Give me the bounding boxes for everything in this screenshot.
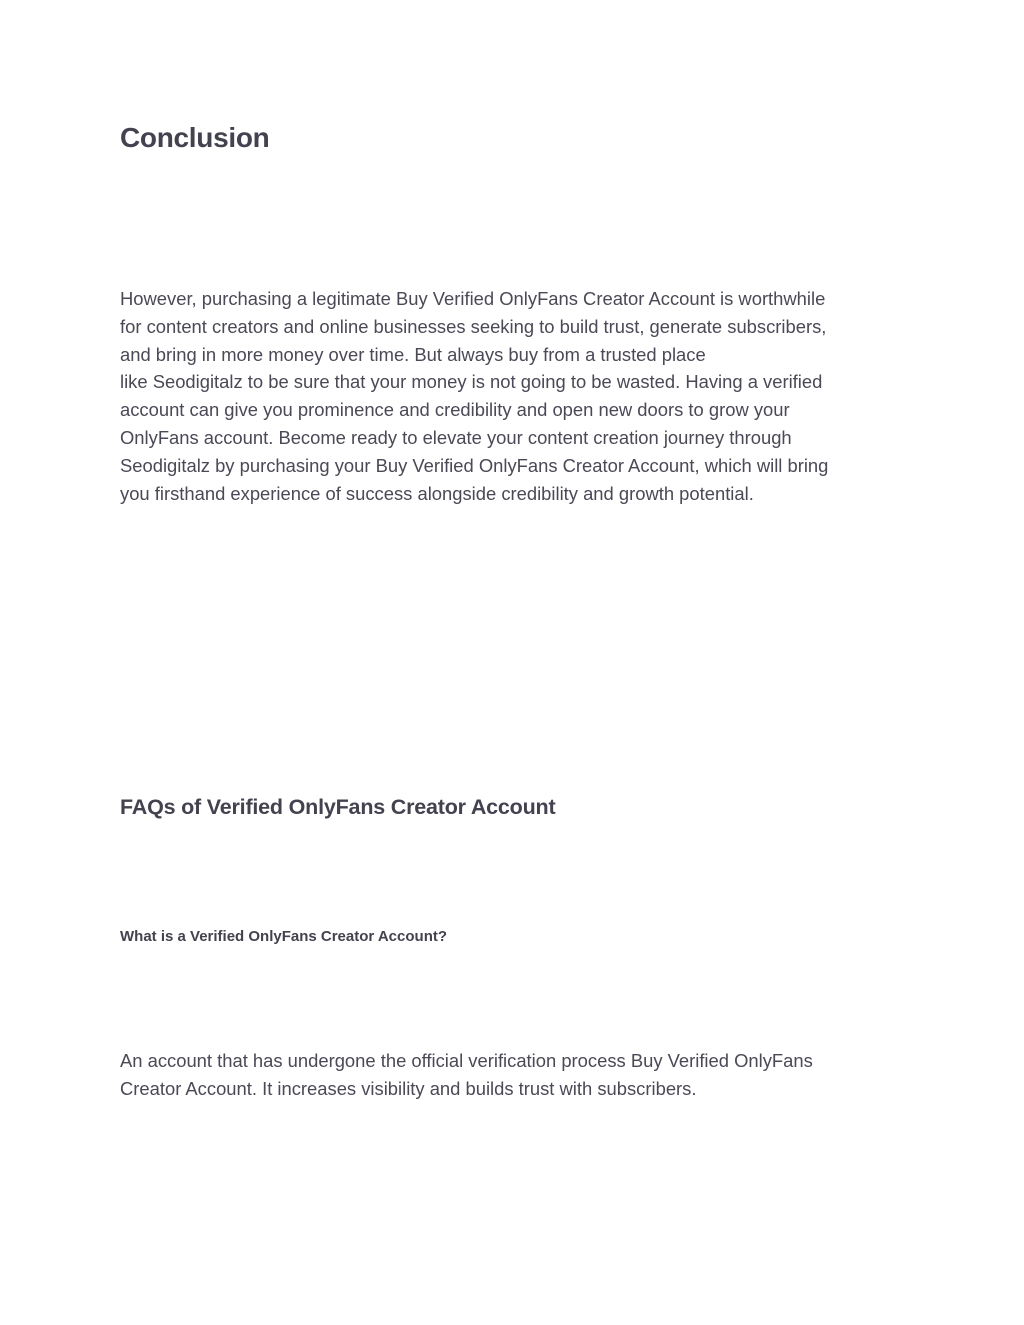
faq-answer-1 — [120, 1047, 910, 1103]
conclusion-heading: Conclusion — [120, 122, 270, 153]
faq-question-1: What is a Verified OnlyFans Creator Account? — [120, 928, 448, 945]
faqs-heading: FAQs of Verified OnlyFans Creator Account — [120, 795, 556, 819]
paragraph-line: Creator Account. It increases visibility and builds trust with subscribers. — [120, 1077, 697, 1099]
paragraph-line: However, purchasing a legitimate Buy Verified OnlyFans Creator Account is worthwhile — [120, 288, 826, 309]
conclusion-paragraph — [120, 285, 910, 507]
paragraph-line: you firsthand experience of success alongside credibility and growth potential. — [120, 482, 754, 504]
paragraph-line: for content creators and online businesses seeking to build trust, generate subscribers, — [120, 315, 827, 337]
paragraph-line: account can give you prominence and credibility and open new doors to grow your — [120, 399, 790, 421]
paragraph-line: and bring in more money over time. But always buy from a trusted place — [120, 343, 706, 365]
paragraph-line: An account that has undergone the official verification process Buy Verified OnlyFans — [120, 1050, 813, 1071]
paragraph-line: like Seodigitalz to be sure that your money is not going to be wasted. Having a verified — [120, 371, 823, 393]
paragraph-line: Seodigitalz by purchasing your Buy Verified OnlyFans Creator Account, which will bring — [120, 454, 829, 476]
paragraph-line: OnlyFans account. Become ready to elevate your content creation journey through — [120, 426, 792, 448]
